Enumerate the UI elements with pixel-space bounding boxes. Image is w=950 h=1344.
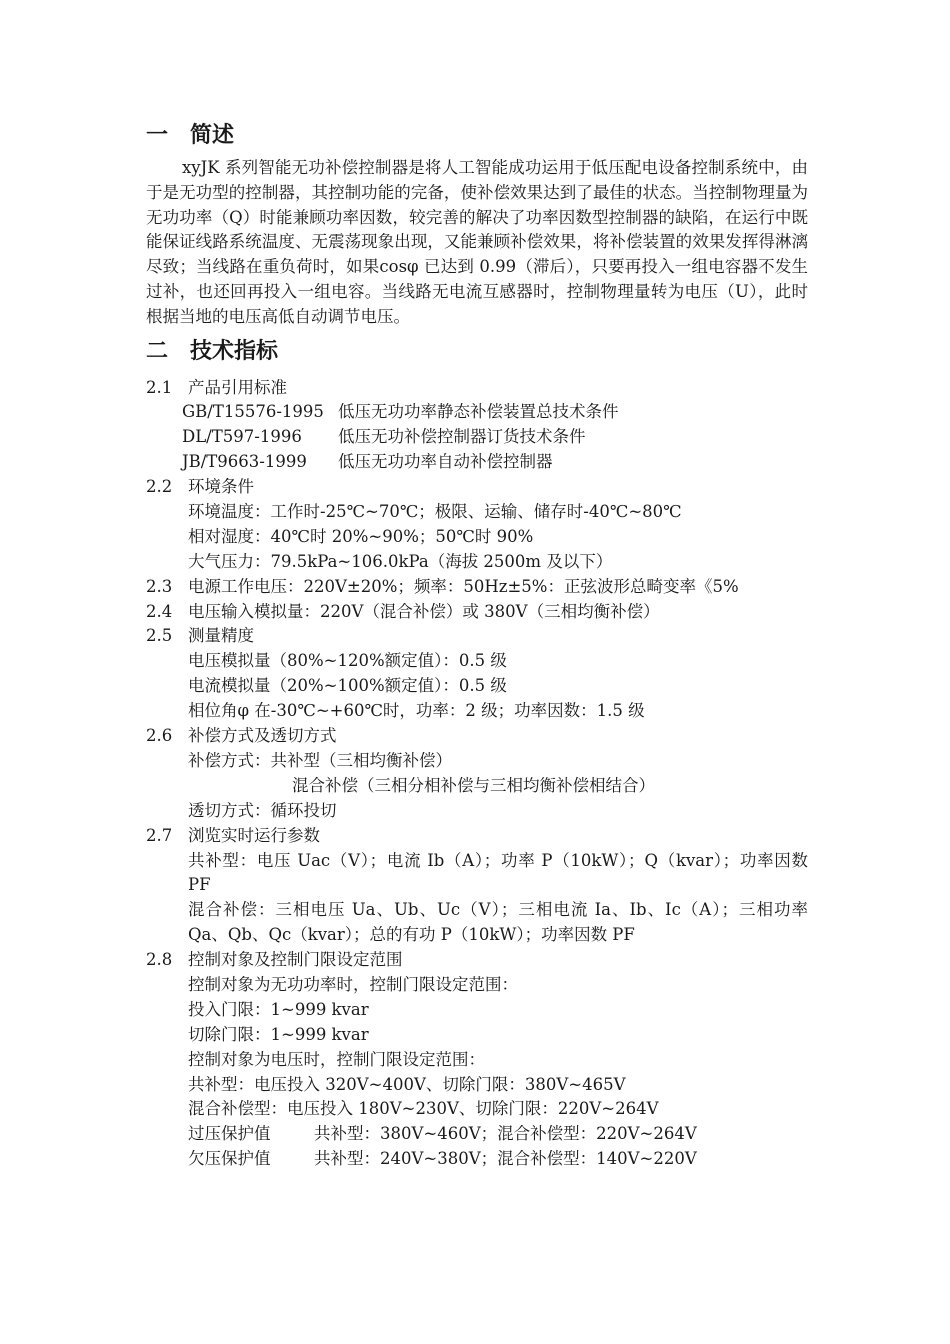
spec-heading-2-5: 2.5 测量精度 xyxy=(146,626,254,646)
section-title: 技术指标 xyxy=(190,337,279,364)
standard-item: GB/T15576-1995 低压无功功率静态补偿装置总技术条件 xyxy=(182,402,619,422)
document-page xyxy=(146,120,808,1172)
spec-line: 投入门限：1~999 kvar xyxy=(188,999,369,1019)
spec-line: 补偿方式：共补型（三相均衡补偿） xyxy=(188,750,452,770)
spec-line: 控制对象为电压时，控制门限设定范围： xyxy=(188,1049,485,1069)
standard-item: DL/T597-1996 低压无功补偿控制器订货技术条件 xyxy=(182,427,586,447)
spec-heading-2-8: 2.8 控制对象及控制门限设定范围 xyxy=(146,950,403,970)
spec-heading-2-2: 2.2 环境条件 xyxy=(146,477,254,497)
spec-line: 控制对象为无功功率时，控制门限设定范围： xyxy=(188,975,518,995)
spec-heading-2-7: 2.7 浏览实时运行参数 xyxy=(146,825,320,845)
section-number: 一 xyxy=(146,122,169,148)
section-number: 二 xyxy=(146,337,169,364)
spec-line: 混合补偿型：电压投入 180V~230V、切除门限：220V~264V xyxy=(188,1099,659,1119)
section-heading-specs xyxy=(146,336,808,366)
spec-line: 共补型：电压投入 320V~400V、切除门限：380V~465V xyxy=(188,1074,626,1094)
spec-line: 电压模拟量（80%~120%额定值）：0.5 级 xyxy=(188,651,507,671)
overview-paragraph xyxy=(146,156,808,330)
spec-line: 电流模拟量（20%~100%额定值）：0.5 级 xyxy=(188,676,507,696)
spec-line: 大气压力：79.5kPa~106.0kPa（海拔 2500m 及以下） xyxy=(188,551,613,571)
section-title: 简述 xyxy=(190,122,235,148)
spec-line: 相对湿度：40℃时 20%~90%；50℃时 90% xyxy=(188,526,534,546)
spec-line: 欠压保护值 共补型：240V~380V；混合补偿型：140V~220V xyxy=(188,1149,697,1169)
spec-line: 相位角φ 在-30℃~+60℃时，功率：2 级；功率因数：1.5 级 xyxy=(188,701,645,721)
spec-heading-2-3: 2.3 电源工作电压：220V±20%；频率：50Hz±5%：正弦波形总畸变率《5% xyxy=(146,576,739,596)
spec-line: 过压保护值 共补型：380V~460V；混合补偿型：220V~264V xyxy=(188,1124,697,1144)
overview-text: xyJK 系列智能无功补偿控制器是将人工智能成功运用于低压配电设备控制系统中，由于是无功型的控制器，其控制功能的完备，使补偿效果达到了最佳的状态。当控制物理量为无功功率（Q）时能兼顾功率因数，较完善的解决了功率因数型控制器的缺陷，在运行中既能保证线路系统温度、无震荡现象出现，又能兼顾补偿效果，将补偿装置的效果发挥得淋漓尽致；当线路在重负荷时，如果cosφ 已达到 0.99（滞后），只要再投入一组电容器不发生过补，也还回再投入一组电容。当线路无电流互感器时，控制物理量转为电压（U），此时根据当地的电压高低自动调节电压。 xyxy=(146,158,808,326)
spec-paragraph: 共补型：电压 Uac（V）；电流 Ib（A）；功率 P（10kW）；Q（kvar）；功率因数 PF xyxy=(188,850,808,895)
spec-heading-2-4: 2.4 电压输入模拟量：220V（混合补偿）或 380V（三相均衡补偿） xyxy=(146,601,660,621)
spec-line: 切除门限：1~999 kvar xyxy=(188,1024,369,1044)
spec-line: 透切方式：循环投切 xyxy=(188,800,337,820)
standard-item: JB/T9663-1999 低压无功功率自动补偿控制器 xyxy=(182,452,553,472)
spec-heading-2-6: 2.6 补偿方式及透切方式 xyxy=(146,726,337,746)
section-heading-overview xyxy=(146,120,808,150)
spec-line: 混合补偿（三相分相补偿与三相均衡补偿相结合） xyxy=(292,775,655,795)
spec-paragraph: 混合补偿：三相电压 Ua、Ub、Uc（V）；三相电流 Ia、Ib、Ic（A）；三相功率 Qa、Qb、Qc（kvar）；总的有功 P（10kW）；功率因数 PF xyxy=(188,900,808,945)
spec-line: 环境温度：工作时-25℃~70℃；极限、运输、储存时-40℃~80℃ xyxy=(188,502,682,522)
spec-heading-2-1: 2.1 产品引用标准 xyxy=(146,377,287,397)
